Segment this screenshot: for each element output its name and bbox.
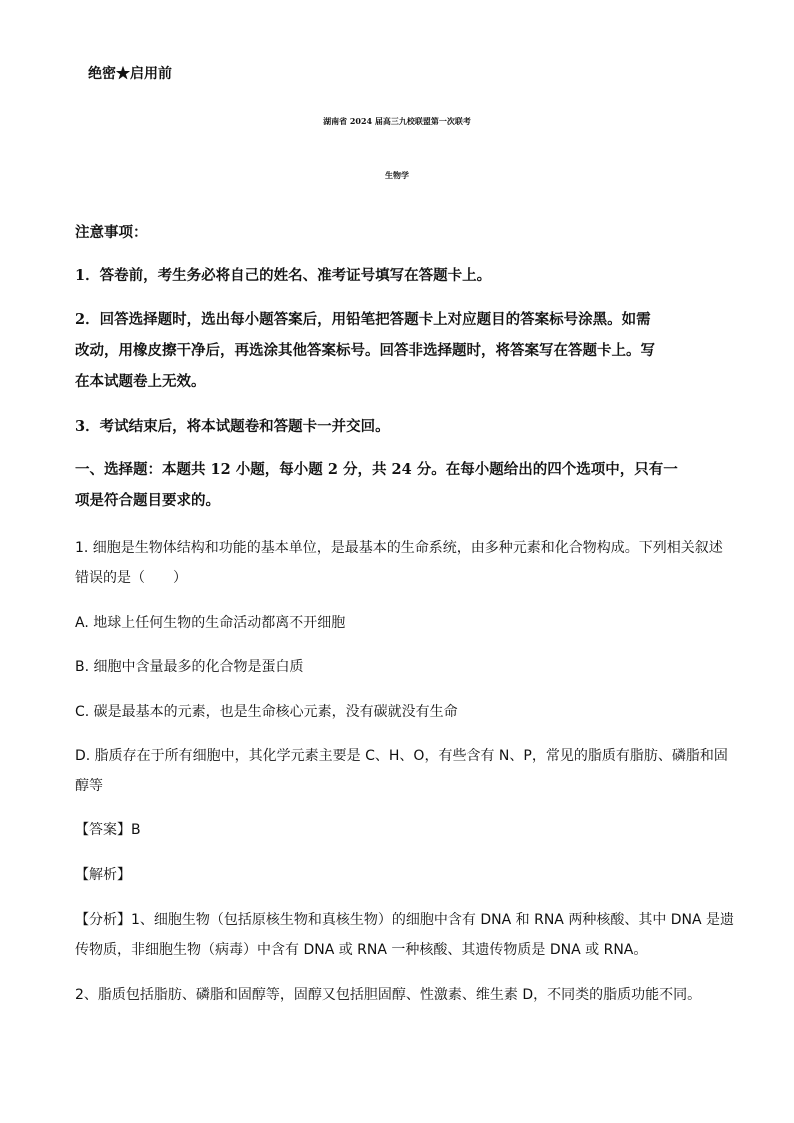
question-1-stem-line-1: 1. 细胞是生物体结构和功能的基本单位，是最基本的生命系统，由多种元素和化合物构成。下列相关叙述: [75, 540, 723, 556]
question-1-option-c: C. 碳是最基本的元素，也是生命核心元素，没有碳就没有生命: [75, 704, 458, 720]
analysis-heading: 【解析】: [75, 867, 131, 883]
section-heading-line-1: 一、选择题：本题共 12 小题，每小题 2 分，共 24 分。在每小题给出的四个选项中，只有一: [75, 461, 678, 478]
notice-item-3: 3．考试结束后，将本试题卷和答题卡一并交回。: [75, 418, 390, 435]
notice-item-2-line-3: 在本试题卷上无效。: [75, 373, 206, 390]
question-1-stem-line-2: 错误的是（ ）: [75, 570, 187, 586]
analysis-line-3: 2、脂质包括脂肪、磷脂和固醇等，固醇又包括胆固醇、性激素、维生素 D，不同类的脂质功能不同。: [75, 987, 702, 1003]
analysis-line-1: 【分析】1、细胞生物（包括原核生物和真核生物）的细胞中含有 DNA 和 RNA 两种核酸、其中 DNA 是遗: [75, 912, 735, 928]
notice-item-1: 1．答卷前，考生务必将自己的姓名、准考证号填写在答题卡上。: [75, 267, 492, 284]
analysis-line-2: 传物质，非细胞生物（病毒）中含有 DNA 或 RNA 一种核酸、其遗传物质是 DNA 或 RNA。: [75, 942, 648, 958]
question-1-option-a: A. 地球上任何生物的生命活动都离不开细胞: [75, 615, 346, 631]
exam-title: 湖南省 2024 届高三九校联盟第一次联考: [323, 116, 471, 126]
subject-title: 生物学: [385, 170, 409, 180]
notice-item-2-line-2: 改动，用橡皮擦干净后，再选涂其他答案标号。回答非选择题时，将答案写在答题卡上。写: [75, 342, 655, 359]
question-1-option-b: B. 细胞中含量最多的化合物是蛋白质: [75, 659, 304, 675]
section-heading-line-2: 项是符合题目要求的。: [75, 492, 220, 509]
question-1-option-d-line-1: D. 脂质存在于所有细胞中，其化学元素主要是 C、H、O，有些含有 N、P，常见的脂质有脂肪、磷脂和固: [75, 748, 728, 764]
notice-heading: 注意事项：: [75, 224, 148, 241]
answer-label: 【答案】B: [75, 822, 141, 838]
notice-item-2-line-1: 2．回答选择题时，选出每小题答案后，用铅笔把答题卡上对应题目的答案标号涂黑。如需: [75, 311, 651, 328]
question-1-option-d-line-2: 醇等: [75, 778, 103, 794]
secret-label: 绝密★启用前: [88, 66, 172, 82]
